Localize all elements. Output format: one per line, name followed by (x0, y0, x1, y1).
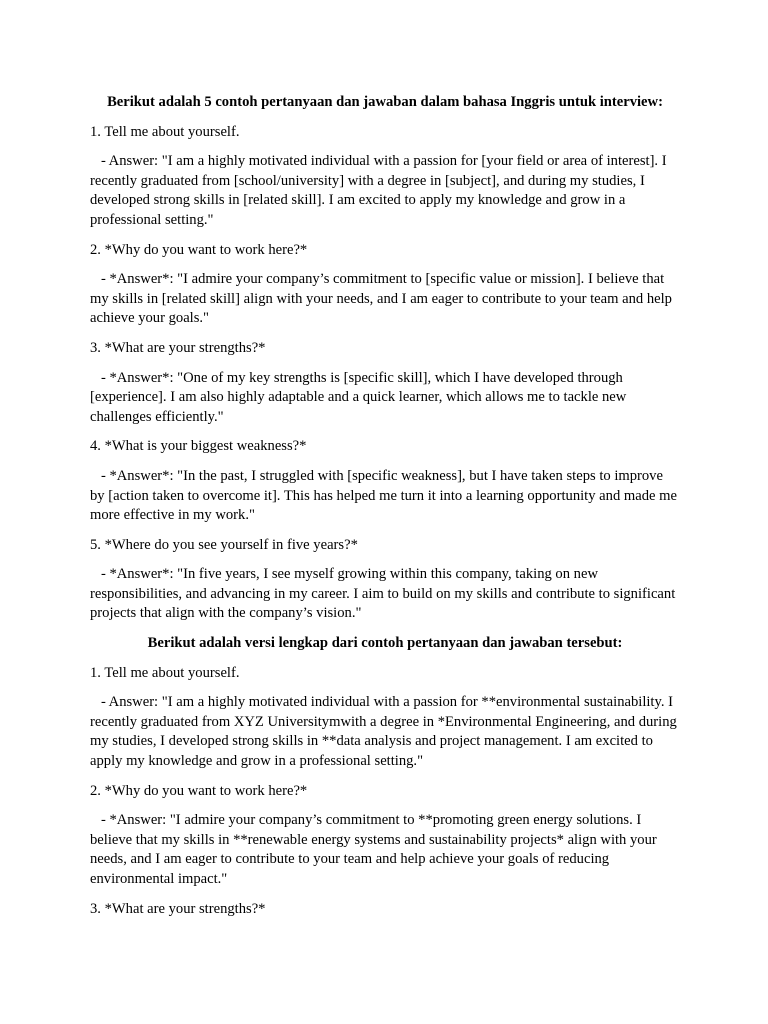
answer-text: - Answer: "I am a highly motivated individual with a passion for **environmental sustainability. I recently graduated from XYZ Universitymwith a degree in *Environmental Engineering, and during my studies, I developed strong skills in **data analysis and project management. I am excited to apply my knowledge and grow in a professional setting." (90, 694, 681, 770)
question-text: 1. Tell me about yourself. (90, 123, 240, 140)
question-text: 2. *Why do you want to work here?* (90, 241, 308, 258)
section-heading: Berikut adalah versi lengkap dari contoh pertanyaan dan jawaban tersebut: (147, 635, 623, 652)
question-text: 2. *Why do you want to work here?* (90, 782, 308, 799)
answer-text: - *Answer*: "One of my key strengths is [specific skill], which I have developed through [experience]. I am also highly adaptable and a quick learner, which allows me to tackle new challenges efficiently." (90, 369, 630, 425)
answer-text: - *Answer*: "In the past, I struggled with [specific weakness], but I have taken steps to improve by [action taken to overcome it]. This has helped me turn it into a learning opportunity and made me more effective in my work." (90, 467, 681, 524)
question-text: 5. *Where do you see yourself in five years?* (90, 536, 358, 553)
question-text: 1. Tell me about yourself. (90, 664, 240, 681)
answer-text: - *Answer: "I admire your company’s commitment to **promoting green energy solutions. I believe that my skills in **renewable energy systems and sustainability projects* align with your needs, and I am eager to contribute to your team and help achieve your goals of reducing environmental impact." (90, 812, 661, 887)
answer-text: - *Answer*: "In five years, I see myself growing within this company, taking on new responsibilities, and advancing in my career. I aim to build on my skills and contribute to significant projects that align with the company’s vision." (90, 566, 679, 622)
question-text: 3. *What are your strengths?* (90, 339, 266, 356)
question-text: 4. *What is your biggest weakness?* (90, 438, 307, 455)
document-page (90, 93, 680, 929)
question-text: 3. *What are your strengths?* (90, 900, 266, 917)
answer-text: - *Answer*: "I admire your company’s commitment to [specific value or mission]. I believe that my skills in [related skill] align with your needs, and I am eager to contribute to your team and help achieve your goals." (90, 271, 676, 327)
answer-text: - Answer: "I am a highly motivated individual with a passion for [your field or area of interest]. I recently graduated from [school/university] with a degree in [subject], and during my studies, I developed strong skills in [related skill]. I am excited to apply my knowledge and grow in a professional setting." (90, 153, 671, 228)
section-heading: Berikut adalah 5 contoh pertanyaan dan jawaban dalam bahasa Inggris untuk interview: (107, 94, 663, 110)
